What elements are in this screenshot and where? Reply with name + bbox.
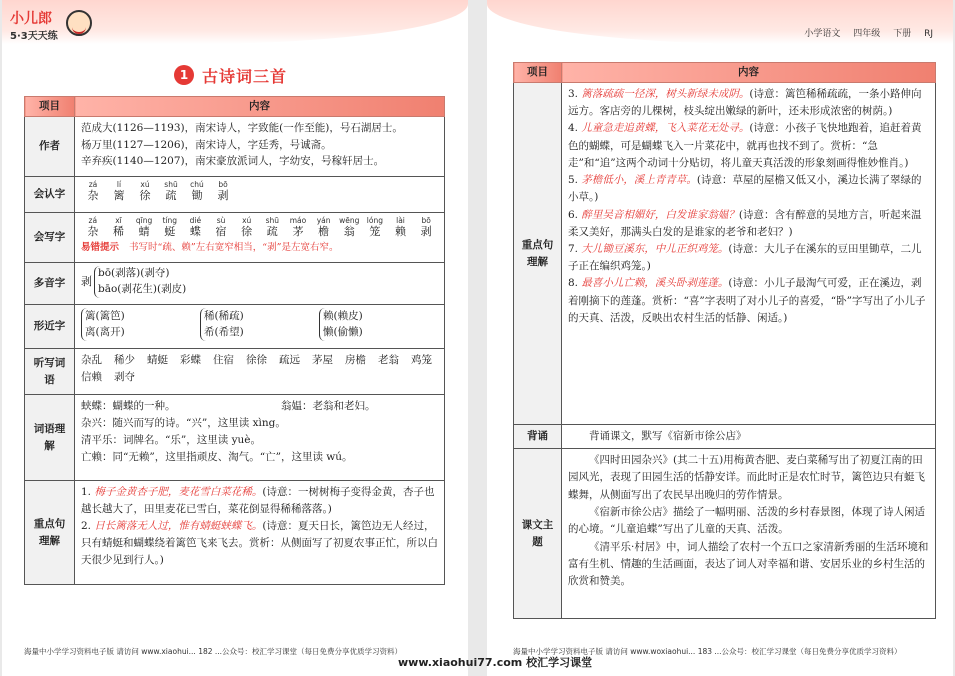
char-with-pinyin — [81, 216, 105, 239]
tip-text: 书写时“疏、赖”左右宽窄相当，“剥”是左宽右窄。 — [129, 242, 339, 254]
author-line: 范成大(1126—1193)，南宋诗人，字致能(一作至能)，号石湖居士。 — [81, 122, 403, 134]
key-item — [568, 241, 929, 275]
hanzi: 杂 — [87, 225, 99, 238]
key-quote: 大儿锄豆溪东，中儿正织鸡笼。 — [581, 242, 729, 255]
pinyin: shū — [265, 216, 280, 225]
hanzi: 徐 — [139, 189, 151, 202]
char-with-pinyin — [132, 216, 156, 239]
dictation-word: 房檐 — [345, 354, 366, 366]
brand-logo — [10, 8, 100, 44]
hanzi: 茅 — [292, 225, 304, 238]
hanzi: 宿 — [215, 225, 227, 238]
row-label: 背诵 — [514, 425, 562, 449]
header-grade: 四年级 — [853, 29, 881, 39]
running-header — [794, 26, 933, 39]
pinyin-row — [81, 180, 438, 203]
header-edition: RJ — [924, 29, 933, 39]
hanzi: 笼 — [369, 225, 381, 238]
char-with-pinyin — [286, 216, 310, 239]
similar-word: 篱(篱笆) — [85, 310, 125, 322]
hanzi: 蝶 — [189, 225, 201, 238]
polyphone-reading: bō(剥落)(剥夺) — [98, 267, 170, 279]
pinyin: xú — [242, 216, 252, 225]
row-label: 会写字 — [25, 213, 75, 263]
header-subject: 小学语文 — [804, 29, 841, 39]
char-with-pinyin — [312, 216, 336, 239]
author-line: 辛弃疾(1140—1207)，南宋豪放派词人，字幼安，号稼轩居士。 — [81, 155, 385, 168]
pinyin: chú — [190, 180, 204, 189]
left-page — [2, 0, 468, 676]
pinyin: wēng — [339, 216, 360, 225]
write-content — [75, 213, 445, 263]
char-with-pinyin — [107, 216, 131, 239]
pinyin: xī — [115, 216, 122, 225]
dictation-word: 信赖 — [81, 370, 102, 383]
pinyin: dié — [189, 216, 202, 225]
hanzi: 赖 — [395, 225, 406, 238]
polyphone-char: 剥 — [81, 274, 92, 288]
row-similar — [25, 305, 445, 349]
table-header — [25, 97, 445, 117]
key-quote: 醉里吴音相媚好，白发谁家翁媪？ — [581, 208, 739, 221]
row-vocab — [25, 395, 445, 481]
dictation-word: 稀少 — [114, 354, 135, 366]
row-recognize — [25, 177, 445, 213]
mascot-face-icon — [66, 10, 92, 36]
hanzi: 剥 — [420, 225, 432, 238]
key-number: 1. — [81, 486, 92, 498]
row-theme — [514, 449, 936, 619]
theme-paragraph: 《清平乐·村居》中，词人描绘了农村一个五口之家清新秀丽的生活环境和富有生机、情趣的生活画面，表达了词人对幸福和谐、安居乐业的乡村生活的欣赏和赞美。 — [568, 540, 929, 588]
row-label: 形近字 — [25, 305, 75, 349]
key-number: 2. — [81, 520, 92, 532]
theme-paragraph: 《宿新市徐公店》描绘了一幅明丽、活泼的乡村春景图，体现了诗人闲适的心境。“儿童追蝶”写出了儿童的天真、活泼。 — [568, 505, 925, 536]
dictation-word: 疏远 — [279, 354, 300, 366]
hanzi: 杂 — [87, 189, 99, 202]
dictation-word: 剥夺 — [114, 370, 135, 383]
key-quote: 最喜小儿亡赖，溪头卧剥莲蓬。 — [581, 277, 729, 290]
site-watermark: www.xiaohui77.com 校汇学习课堂 — [398, 656, 593, 669]
brand-series: 5·3天天练 — [10, 31, 58, 42]
key-number: 5. — [568, 174, 579, 187]
header-col-content: 内容 — [75, 97, 445, 117]
key-quote: 梅子金黄杏子肥，麦花雪白菜花稀。 — [94, 486, 263, 498]
hanzi: 檐 — [318, 225, 330, 238]
similar-word: 希(希望) — [204, 326, 244, 339]
dictation-word: 徐徐 — [246, 354, 267, 366]
key-item — [81, 518, 438, 569]
key-number: 7. — [568, 242, 579, 255]
char-with-pinyin — [363, 216, 387, 239]
similar-group — [81, 308, 196, 341]
author-line: 杨万里(1127—1206)，南宋诗人，字廷秀，号诚斋。 — [81, 138, 332, 151]
char-with-pinyin — [337, 216, 361, 239]
similar-group — [200, 308, 315, 341]
hanzi: 徐 — [241, 225, 253, 238]
row-label: 重点句理解 — [514, 83, 562, 425]
row-recite — [514, 425, 936, 449]
char-with-pinyin — [235, 216, 259, 239]
polyphone-content — [75, 263, 445, 305]
row-key-sentences — [514, 83, 936, 425]
pinyin: qīng — [135, 216, 153, 225]
pinyin: lài — [396, 216, 405, 225]
key-number: 6. — [568, 208, 579, 221]
pinyin-row — [81, 216, 438, 239]
char-with-pinyin — [414, 216, 438, 239]
pinyin: máo — [289, 216, 307, 225]
key-quote: 篱落疏疏一径深，树头新绿未成阴。 — [581, 88, 750, 100]
key-explain: (诗意：夏天日长，篱笆边无人经过，只有蜻蜓和蝴蝶绕着篱笆飞来飞去。赏析：从侧面写了初夏农事正忙，所以白天很少见到行人。) — [81, 520, 438, 566]
page-footer: 海量中小学学习资料电子版 请访问 www.woxiaohui... 183 ...公众号：校汇学习课堂（每日免费分享优质学习资料） — [513, 647, 902, 656]
char-with-pinyin — [211, 180, 235, 203]
brand-name: 小儿郎 — [10, 11, 52, 27]
section-number: 1 — [174, 65, 194, 85]
dictation-word: 茅屋 — [312, 354, 333, 366]
key-explain: (诗意：小儿子最淘气可爱，正在溪边，剥着刚摘下的莲蓬。赏析：“喜”字表明了对小儿子的喜爱，“卧”字写出了小儿子的天真、活泼，反映出农村生活的恬静、闲适。) — [568, 277, 926, 324]
theme-content — [562, 449, 936, 619]
dictation-word: 杂乱 — [81, 354, 102, 366]
page-footer: 海量中小学学习资料电子版 请访问 www.xiaohui... 182 ...公众号：校汇学习课堂（每日免费分享优质学习资料） — [24, 647, 403, 656]
vocab-line: 杂兴：随兴而写的诗。“兴”，这里读 xìng。 — [81, 417, 286, 429]
pinyin: shū — [164, 180, 178, 189]
hanzi: 翁 — [343, 225, 355, 238]
pinyin: zá — [88, 180, 98, 189]
table-header — [514, 63, 936, 83]
char-with-pinyin — [158, 216, 182, 239]
pinyin: yán — [316, 216, 331, 225]
recognize-content — [75, 177, 445, 213]
key-number: 3. — [568, 88, 579, 100]
pinyin: lí — [116, 180, 122, 189]
char-with-pinyin — [389, 216, 413, 239]
header-col-item: 项目 — [514, 63, 562, 83]
key-content — [562, 83, 936, 425]
section-heading: 古诗词三首 — [202, 66, 288, 86]
pinyin: lóng — [366, 216, 383, 225]
author-content — [75, 117, 445, 177]
similar-group — [319, 308, 434, 341]
pinyin: zá — [88, 216, 98, 225]
char-with-pinyin — [184, 216, 208, 239]
dictation-word: 彩蝶 — [180, 354, 201, 366]
right-page — [487, 0, 953, 676]
mistake-tip — [81, 240, 438, 255]
row-label: 重点句理解 — [25, 481, 75, 585]
char-with-pinyin — [107, 180, 131, 203]
hanzi: 篱 — [113, 189, 125, 202]
key-item — [568, 275, 929, 327]
vocab-line: 蛱蝶：蝴蝶的一种。 — [81, 400, 176, 412]
pinyin: tíng — [162, 216, 178, 225]
pinyin: bō — [421, 216, 431, 225]
key-item — [81, 484, 438, 518]
key-number: 8. — [568, 277, 579, 290]
right-table — [513, 62, 936, 619]
similar-word: 离(离开) — [85, 326, 125, 339]
key-explain: (诗意：小孩子飞快地跑着，追赶着黄色的蝴蝶，可是蝴蝶飞入一片菜花中，就再也找不到了。赏析：“急走”和“追”这两个动词十分贴切，将儿童天真活泼的形象刻画得惟妙惟肖。) — [568, 122, 922, 169]
hanzi: 剥 — [217, 189, 229, 202]
polyphone-reading: bāo(剥花生)(剥皮) — [98, 282, 187, 295]
char-with-pinyin — [159, 180, 183, 203]
key-item — [568, 120, 929, 172]
tip-label: 易错提示 — [81, 242, 120, 254]
row-dictation — [25, 349, 445, 395]
similar-content — [75, 305, 445, 349]
pinyin: bō — [218, 180, 228, 189]
row-label: 多音字 — [25, 263, 75, 305]
header-term: 下册 — [893, 29, 912, 39]
key-item — [568, 86, 929, 120]
char-with-pinyin — [81, 180, 105, 203]
similar-word: 稀(稀疏) — [204, 310, 244, 322]
dictation-content — [75, 349, 445, 395]
char-with-pinyin — [133, 180, 157, 203]
key-item — [568, 172, 929, 206]
hanzi: 疏 — [266, 225, 278, 238]
similar-word: 赖(赖皮) — [323, 310, 363, 322]
pinyin: sù — [216, 216, 226, 225]
vocab-line: 亡赖：同“无赖”，这里指顽皮、淘气。“亡”，这里读 wú。 — [81, 451, 353, 463]
pinyin: xú — [140, 180, 150, 189]
section-title — [174, 64, 287, 86]
row-write — [25, 213, 445, 263]
polyphone-brace — [94, 266, 186, 298]
char-with-pinyin — [185, 180, 209, 203]
char-with-pinyin — [209, 216, 233, 239]
recite-content: 背诵课文，默写《宿新市徐公店》 — [562, 425, 936, 449]
vocab-line: 清平乐：词牌名。“乐”，这里读 yuè。 — [81, 434, 261, 446]
key-explain: (诗意：篱笆稀稀疏疏，一条小路伸向远方。客店旁的儿棵树，枝头绽出嫩绿的新叶，还未形成浓密的树荫。) — [568, 88, 922, 118]
row-label: 课文主题 — [514, 449, 562, 619]
dictation-word: 鸡笼 — [411, 354, 432, 366]
dictation-word: 住宿 — [213, 354, 234, 366]
key-number: 4. — [568, 122, 579, 135]
row-label: 词语理解 — [25, 395, 75, 481]
key-content — [75, 481, 445, 585]
theme-paragraph: 《四时田园杂兴》(其二十五)用梅黄杏肥、麦白菜稀写出了初夏江南的田园风光，表现了田园生活的恬静安详。而此时正是农忙时节，篱笆边只有蜓飞蝶舞，从侧面写出了农民早出晚归的劳作情景。 — [568, 454, 925, 501]
dictation-words — [81, 352, 438, 386]
hanzi: 蜓 — [164, 225, 176, 238]
hanzi: 疏 — [165, 189, 177, 202]
key-explain: (诗意：大儿子在溪东的豆田里锄草，二儿子正在编织鸡笼。) — [568, 242, 922, 273]
hanzi: 锄 — [191, 189, 203, 202]
key-quote: 日长篱落无人过，惟有蜻蜓蛱蝶飞。 — [94, 520, 263, 532]
dictation-word: 蜻蜓 — [147, 354, 168, 366]
header-col-content: 内容 — [562, 63, 936, 83]
key-explain: (诗意：一树树梅子变得金黄，杏子也越长越大了，田里麦花已雪白，菜花倒显得稀稀落落。) — [81, 486, 435, 515]
hanzi: 稀 — [112, 225, 124, 238]
similar-word: 懒(偷懒) — [323, 326, 363, 339]
key-quote: 儿童急走追黄蝶，飞入菜花无处寻。 — [581, 122, 750, 135]
row-polyphone — [25, 263, 445, 305]
vocab-line: 翁媪：老翁和老妇。 — [281, 400, 376, 412]
row-label: 会认字 — [25, 177, 75, 213]
row-key-sentences — [25, 481, 445, 585]
key-explain: (诗意：草屋的屋檐又低又小，溪边长满了翠绿的小草。) — [568, 174, 922, 204]
key-item — [568, 207, 929, 241]
header-col-item: 项目 — [25, 97, 75, 117]
vocab-content — [75, 395, 445, 481]
char-with-pinyin — [260, 216, 284, 239]
key-explain: (诗意：含有醉意的吴地方言，听起来温柔又美好，那满头白发的是谁家的老爷和老妇？) — [568, 208, 922, 238]
row-label: 听写词语 — [25, 349, 75, 395]
key-quote: 茅檐低小，溪上青青草。 — [581, 174, 697, 187]
row-author — [25, 117, 445, 177]
row-label: 作者 — [25, 117, 75, 177]
dictation-word: 老翁 — [378, 354, 399, 366]
hanzi: 蜻 — [138, 225, 150, 238]
left-table — [24, 96, 445, 585]
